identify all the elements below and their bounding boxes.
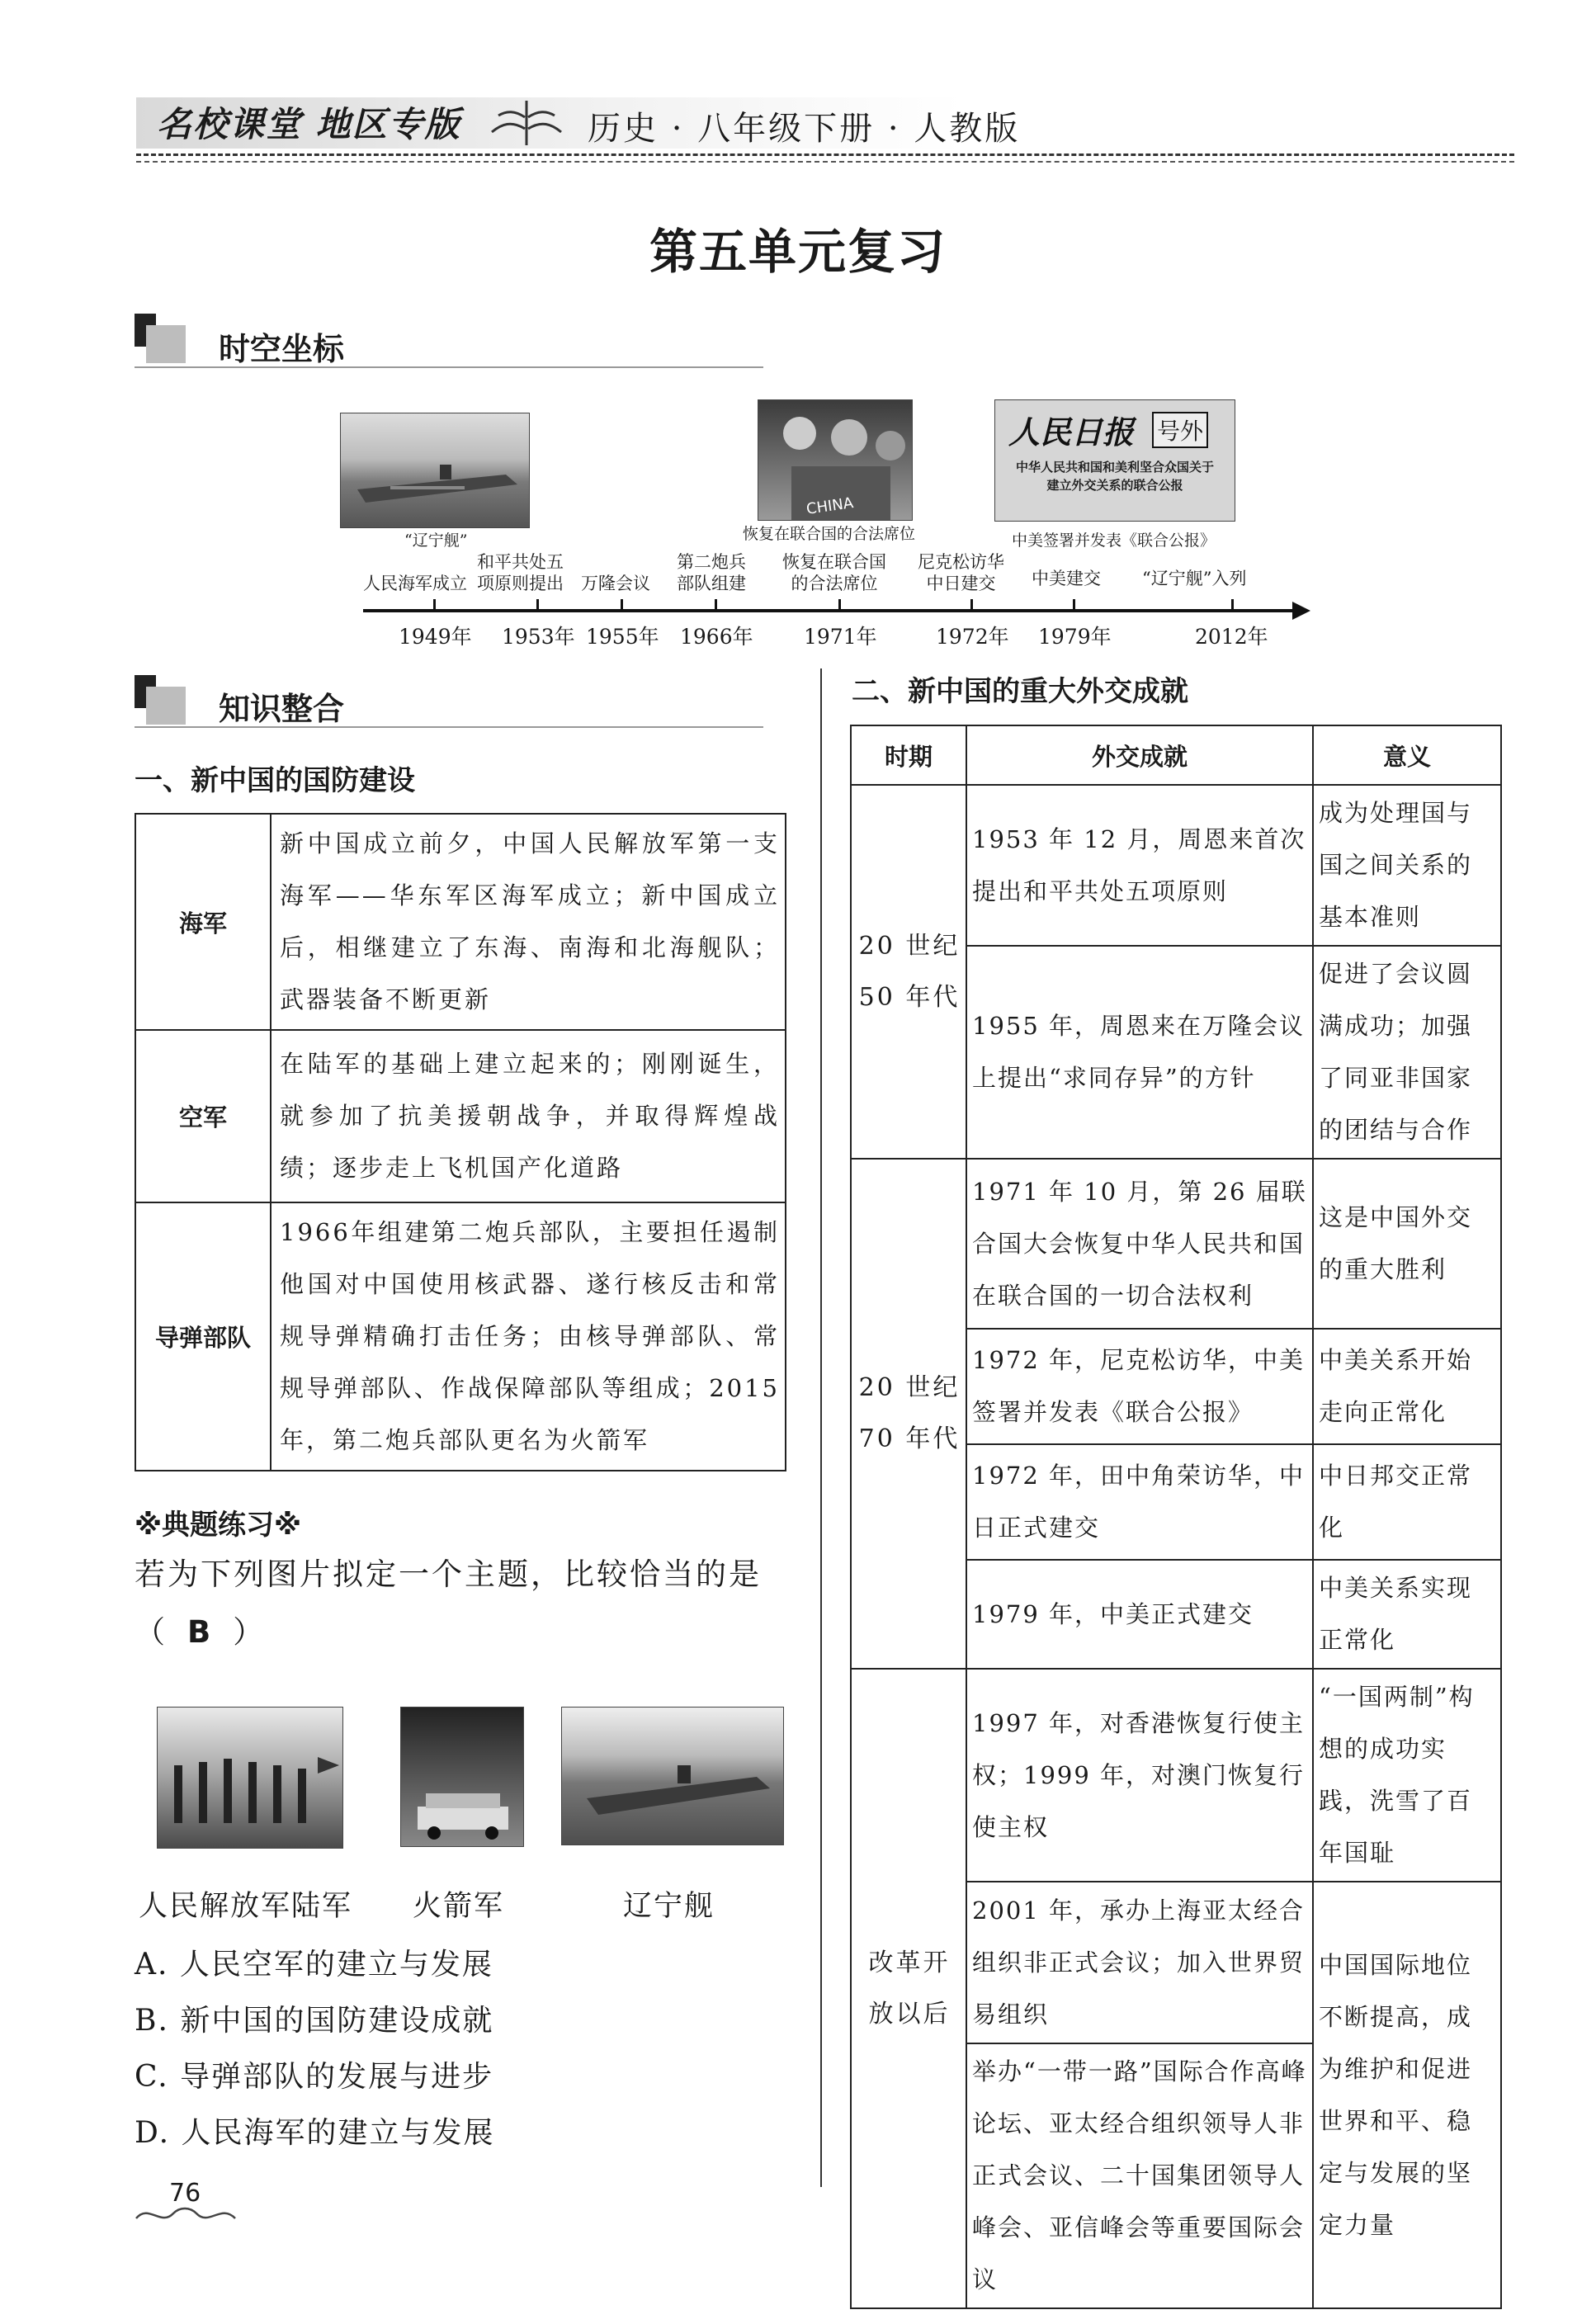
defense-description: 1966年组建第二炮兵部队，主要担任遏制他国对中国使用核武器、遂行核反击和常规导弹精确打击任务；由核导弹部队、常规导弹部队、作战保障部队等组成；2015年，第二炮兵部队更名为火箭军 bbox=[271, 1202, 786, 1471]
header-subject: 历史 · 八年级下册 · 人教版 bbox=[588, 110, 1021, 148]
meaning-cell: 这是中国外交的重大胜利 bbox=[1313, 1159, 1501, 1329]
achievement-cell: 1955 年，周恩来在万隆会议上提出“求同存异”的方针 bbox=[966, 946, 1313, 1159]
meaning-cell: 中国国际地位不断提高，成为维护和促进世界和平、稳定与发展的坚定力量 bbox=[1313, 1882, 1501, 2308]
table-row bbox=[135, 1030, 786, 1202]
timeline-tick bbox=[433, 599, 436, 611]
timeline-event: 万隆会议 bbox=[581, 574, 650, 593]
photo-peoples-daily bbox=[994, 399, 1235, 522]
meaning-cell: 中美关系实现正常化 bbox=[1313, 1560, 1501, 1669]
timeline-year: 1979年 bbox=[1038, 625, 1112, 649]
header-brand: 名校课堂 地区专版 bbox=[157, 104, 461, 144]
timeline-event: 恢复在联合国 的合法席位 bbox=[782, 552, 886, 593]
section-heading-knowledge: 知识整合 bbox=[219, 691, 345, 727]
timeline-tick bbox=[1073, 599, 1075, 611]
diplomacy-table bbox=[850, 725, 1502, 2309]
answer-option: D. 人民海军的建立与发展 bbox=[135, 2116, 495, 2150]
meaning-cell: 促进了会议圆满成功；加强了同亚非国家的团结与合作 bbox=[1313, 946, 1501, 1159]
table-row bbox=[135, 814, 786, 1030]
achievement-cell: 1953 年 12 月，周恩来首次提出和平共处五项原则 bbox=[966, 785, 1313, 946]
timeline-year: 1949年 bbox=[399, 625, 472, 649]
timeline-tick bbox=[1231, 599, 1234, 611]
photo-army-parade bbox=[157, 1707, 343, 1849]
table-row bbox=[851, 1159, 1501, 1329]
timeline-event: 尼克松访华 中日建交 bbox=[918, 552, 1004, 593]
timeline-year: 1971年 bbox=[804, 625, 877, 649]
image-label: 辽宁舰 bbox=[623, 1890, 715, 1923]
defense-branch: 海军 bbox=[135, 814, 271, 1030]
timeline-tick bbox=[970, 599, 973, 611]
achievement-cell: 举办“一带一路”国际合作高峰论坛、亚太经合组织领导人非正式会议、二十国集团领导人峰会、亚信峰会等重要国际会议 bbox=[966, 2043, 1313, 2308]
practice-question: 若为下列图片拟定一个主题，比较恰当的是（ B ） bbox=[135, 1556, 762, 1650]
period-cell: 20 世纪 50 年代 bbox=[851, 785, 966, 1159]
achievement-cell: 1997 年，对香港恢复行使主权；1999 年，对澳门恢复行使主权 bbox=[966, 1669, 1313, 1882]
timeline-arrow-icon bbox=[1292, 602, 1310, 620]
photo-rocket-force bbox=[400, 1707, 524, 1847]
table-row bbox=[135, 1202, 786, 1471]
achievement-cell: 1972 年，田中角荣访华，中日正式建交 bbox=[966, 1444, 1313, 1560]
meaning-cell: 成为处理国与国之间关系的基本准则 bbox=[1313, 785, 1501, 946]
achievement-cell: 1972 年，尼克松访华，中美签署并发表《联合公报》 bbox=[966, 1329, 1313, 1444]
photo-caption: 恢复在联合国的合法席位 bbox=[743, 525, 916, 543]
achievement-cell: 1971 年 10 月，第 26 届联合国大会恢复中华人民共和国在联合国的一切合法权利 bbox=[966, 1159, 1313, 1329]
column-header: 时期 bbox=[851, 725, 966, 785]
answer-option: B. 新中国的国防建设成就 bbox=[135, 2004, 494, 2038]
achievement-cell: 1979 年，中美正式建交 bbox=[966, 1560, 1313, 1669]
defense-branch: 空军 bbox=[135, 1030, 271, 1202]
defense-branch: 导弹部队 bbox=[135, 1202, 271, 1471]
period-cell: 改革开 放以后 bbox=[851, 1669, 966, 2308]
page-number: 76 bbox=[169, 2179, 201, 2208]
timeline-event: 和平共处五 项原则提出 bbox=[477, 552, 564, 593]
header-rule bbox=[136, 154, 1514, 156]
defense-title: 一、新中国的国防建设 bbox=[135, 764, 415, 797]
column-header: 意义 bbox=[1313, 725, 1501, 785]
photo-liaoning-carrier-2 bbox=[561, 1707, 784, 1845]
diplomacy-title: 二、新中国的重大外交成就 bbox=[852, 675, 1188, 708]
newspaper-headline: 中华人民共和国和美利坚合众国关于建立外交关系的联合公报 bbox=[1015, 460, 1214, 493]
timeline-tick bbox=[838, 599, 841, 611]
timeline-axis bbox=[363, 609, 1296, 612]
timeline-year: 2012年 bbox=[1195, 625, 1268, 649]
period-cell: 20 世纪 70 年代 bbox=[851, 1159, 966, 1669]
timeline-event: 中美建交 bbox=[1032, 569, 1101, 588]
practice-title: ※典题练习※ bbox=[135, 1509, 302, 1542]
meaning-cell: 中美关系开始走向正常化 bbox=[1313, 1329, 1501, 1444]
answer-option: C. 导弹部队的发展与进步 bbox=[135, 2060, 494, 2094]
timeline-event: “辽宁舰”入列 bbox=[1142, 569, 1247, 588]
page-title: 第五单元复习 bbox=[649, 224, 947, 280]
defense-table bbox=[135, 813, 786, 1471]
defense-description: 在陆军的基础上建立起来的；刚刚诞生，就参加了抗美援朝战争，并取得辉煌战绩；逐步走上飞机国产化道路 bbox=[271, 1030, 786, 1202]
leaf-ornament-icon bbox=[487, 96, 566, 149]
defense-description: 新中国成立前夕，中国人民解放军第一支海军——华东军区海军成立；新中国成立后，相继建立了东海、南海和北海舰队；武器装备不断更新 bbox=[271, 814, 786, 1030]
timeline-year: 1972年 bbox=[936, 625, 1009, 649]
section-marker-icon bbox=[135, 675, 184, 725]
section-rule bbox=[135, 366, 763, 368]
table-row bbox=[851, 1669, 1501, 1882]
header-rule-2 bbox=[136, 161, 1514, 163]
swirl-ornament-icon bbox=[132, 2202, 239, 2227]
timeline-year: 1966年 bbox=[680, 625, 753, 649]
image-label: 火箭军 bbox=[413, 1890, 505, 1923]
table-row bbox=[851, 785, 1501, 946]
answer-option: A. 人民空军的建立与发展 bbox=[135, 1948, 493, 1982]
column-header: 外交成就 bbox=[966, 725, 1313, 785]
photo-liaoning-carrier bbox=[340, 413, 530, 528]
section-marker-icon bbox=[135, 314, 184, 363]
photo-caption: “辽宁舰” bbox=[404, 531, 468, 550]
column-divider bbox=[820, 668, 822, 2187]
timeline-year: 1955年 bbox=[586, 625, 659, 649]
section-heading-timeline: 时空坐标 bbox=[219, 331, 345, 367]
timeline-tick bbox=[715, 599, 717, 611]
timeline-event: 人民海军成立 bbox=[363, 574, 467, 593]
timeline-year: 1953年 bbox=[502, 625, 575, 649]
photo-caption: 中美签署并发表《联合公报》 bbox=[1012, 531, 1216, 550]
china-sign: CHINA bbox=[805, 494, 855, 518]
newspaper-masthead: 人民日报 bbox=[1008, 413, 1135, 451]
image-label: 人民解放军陆军 bbox=[139, 1890, 353, 1923]
table-header-row bbox=[851, 725, 1501, 785]
meaning-cell: “一国两制”构想的成功实践，洗雪了百年国耻 bbox=[1313, 1669, 1501, 1882]
answer-mark: B bbox=[187, 1614, 214, 1650]
timeline-event: 第二炮兵 部队组建 bbox=[677, 552, 746, 593]
achievement-cell: 2001 年，承办上海亚太经合组织非正式会议；加入世界贸易组织 bbox=[966, 1882, 1313, 2043]
newspaper-extra: 号外 bbox=[1152, 412, 1208, 448]
meaning-cell: 中日邦交正常化 bbox=[1313, 1444, 1501, 1560]
photo-un-seat bbox=[758, 399, 913, 521]
timeline-tick bbox=[621, 599, 623, 611]
timeline-tick bbox=[536, 599, 539, 611]
section-rule bbox=[135, 726, 763, 728]
